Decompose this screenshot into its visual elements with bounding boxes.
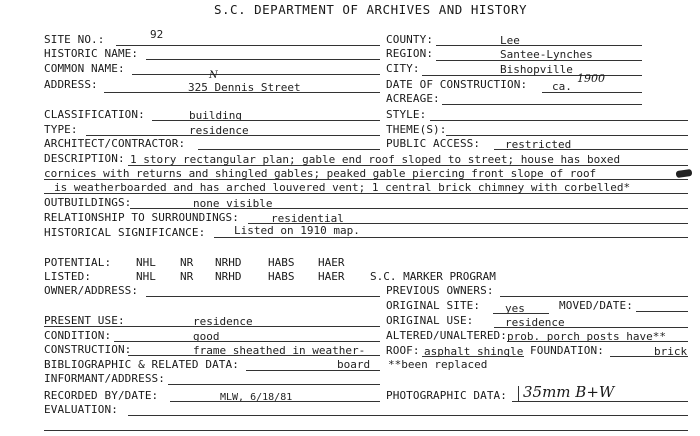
present-use-line [44, 326, 380, 327]
public-access-value: restricted [505, 138, 572, 151]
foundation-label: FOUNDATION: [530, 344, 604, 357]
construction-line [128, 355, 380, 356]
construction-value: frame sheathed in weather- [193, 344, 366, 357]
evaluation-label: EVALUATION: [44, 403, 118, 416]
style-line [430, 120, 688, 121]
recorded-label: RECORDED BY/DATE: [44, 389, 159, 402]
form-header: S.C. DEPARTMENT OF ARCHIVES AND HISTORY [214, 2, 527, 17]
significance-line [214, 237, 688, 238]
site-no-label: SITE NO.: [44, 33, 105, 46]
date-value: ca. [552, 80, 572, 93]
present-use-value: residence [193, 315, 253, 328]
address-label: ADDRESS: [44, 78, 98, 91]
acreage-line [442, 104, 642, 105]
site-no-value: 92 [150, 28, 164, 41]
informant-line [168, 384, 380, 385]
address-insert: N [209, 70, 218, 81]
date-handwritten: 1900 [577, 72, 605, 85]
moved-date-label: MOVED/DATE: [559, 299, 633, 312]
handwritten-bar [518, 386, 519, 402]
foundation-line [610, 356, 688, 357]
description-line1: 1 story rectangular plan; gable end roof sloped to street; house has boxed [130, 153, 621, 166]
classification-label: CLASSIFICATION: [44, 108, 145, 121]
roof-line [422, 356, 524, 357]
altered-note: **been replaced [388, 358, 488, 371]
photographic-label: PHOTOGRAPHIC DATA: [386, 389, 508, 402]
description-line2: cornices with returns and shingled gables; peaked gable piercing front slope of roof [44, 167, 597, 180]
original-site-value: yes [505, 302, 525, 315]
potential-habs: HABS [268, 256, 295, 269]
style-label: STYLE: [386, 108, 427, 121]
county-line [436, 45, 642, 46]
significance-value: Listed on 1910 map. [234, 224, 360, 237]
county-value: Lee [500, 34, 520, 47]
moved-date-line [636, 311, 688, 312]
classification-line [152, 120, 380, 121]
city-label: CITY: [386, 62, 420, 75]
photographic-line [512, 401, 688, 402]
potential-label: POTENTIAL: [44, 256, 112, 269]
address-value: 325 Dennis Street [188, 81, 301, 94]
potential-haer: HAER [318, 256, 345, 269]
construction-cont: board [337, 358, 371, 371]
description-rule3 [44, 193, 688, 194]
type-value: residence [189, 124, 249, 137]
themes-label: THEME(S): [386, 123, 447, 136]
acreage-label: ACREAGE: [386, 92, 440, 105]
city-value: Bishopville [500, 63, 573, 76]
outbuildings-label: OUTBUILDINGS: [44, 196, 132, 209]
historic-name-line [146, 59, 380, 60]
photographic-handwritten: 35mm B+W [523, 383, 615, 401]
relationship-value: residential [271, 212, 344, 225]
architect-label: ARCHITECT/CONTRACTOR: [44, 137, 186, 150]
date-label: DATE OF CONSTRUCTION: [386, 78, 528, 91]
potential-nr: NR [180, 256, 194, 269]
construction-label: CONSTRUCTION: [44, 343, 132, 356]
date-line [542, 92, 642, 93]
previous-owners-label: PREVIOUS OWNERS: [386, 284, 494, 297]
region-value: Santee-Lynches [500, 48, 593, 61]
original-use-line [494, 327, 688, 328]
evaluation-line-2 [44, 430, 688, 431]
listed-haer: HAER [318, 270, 345, 283]
original-use-label: ORIGINAL USE: [386, 314, 474, 327]
scribble-mark [676, 169, 693, 178]
site-no-line [116, 45, 380, 46]
original-site-line [493, 313, 549, 314]
classification-value: building [189, 109, 242, 122]
owner-address-line [146, 296, 380, 297]
themes-line [446, 135, 688, 136]
original-use-value: residence [505, 316, 565, 329]
altered-value: prob. porch posts have** [507, 330, 666, 343]
evaluation-line [128, 415, 688, 416]
region-label: REGION: [386, 47, 434, 60]
listed-nrhd: NRHD [215, 270, 242, 283]
recorded-line [170, 401, 380, 402]
description-label: DESCRIPTION: [44, 152, 125, 165]
city-line [422, 75, 642, 76]
common-name-label: COMMON NAME: [44, 62, 125, 75]
bibliographic-line [246, 370, 380, 371]
altered-line [507, 341, 688, 342]
historic-name-label: HISTORIC NAME: [44, 47, 139, 60]
condition-label: CONDITION: [44, 329, 112, 342]
potential-nhl: NHL [136, 256, 156, 269]
region-line [436, 60, 642, 61]
previous-owners-line [500, 296, 688, 297]
outbuildings-line [130, 208, 688, 209]
significance-label: HISTORICAL SIGNIFICANCE: [44, 226, 206, 239]
foundation-value: brick [654, 345, 688, 358]
description-rule2 [44, 179, 688, 180]
informant-label: INFORMANT/ADDRESS: [44, 372, 166, 385]
public-access-label: PUBLIC ACCESS: [386, 137, 481, 150]
condition-line [114, 341, 380, 342]
type-line [86, 135, 380, 136]
public-access-line [494, 149, 688, 150]
listed-nhl: NHL [136, 270, 156, 283]
outbuildings-value: none visible [193, 197, 273, 210]
roof-label: ROOF: [386, 344, 420, 357]
present-use-label: PRESENT USE: [44, 314, 125, 327]
marker-program: S.C. MARKER PROGRAM [370, 270, 496, 283]
recorded-value: MLW, 6/18/81 [220, 392, 293, 403]
description-rule1 [128, 165, 688, 166]
county-label: COUNTY: [386, 33, 434, 46]
common-name-line [132, 74, 380, 75]
potential-nrhd: NRHD [215, 256, 242, 269]
owner-address-label: OWNER/ADDRESS: [44, 284, 139, 297]
condition-value: good [193, 330, 220, 343]
address-line [104, 92, 380, 93]
roof-value: asphalt shingle [424, 345, 524, 358]
architect-line [198, 149, 380, 150]
description-line3: is weatherboarded and has arched louvered vent; 1 central brick chimney with corbelled* [54, 181, 631, 194]
type-label: TYPE: [44, 123, 78, 136]
altered-label: ALTERED/UNALTERED: [386, 329, 508, 342]
listed-habs: HABS [268, 270, 295, 283]
relationship-label: RELATIONSHIP TO SURROUNDINGS: [44, 211, 239, 224]
listed-label: LISTED: [44, 270, 92, 283]
listed-nr: NR [180, 270, 194, 283]
original-site-label: ORIGINAL SITE: [386, 299, 481, 312]
bibliographic-label: BIBLIOGRAPHIC & RELATED DATA: [44, 358, 239, 371]
